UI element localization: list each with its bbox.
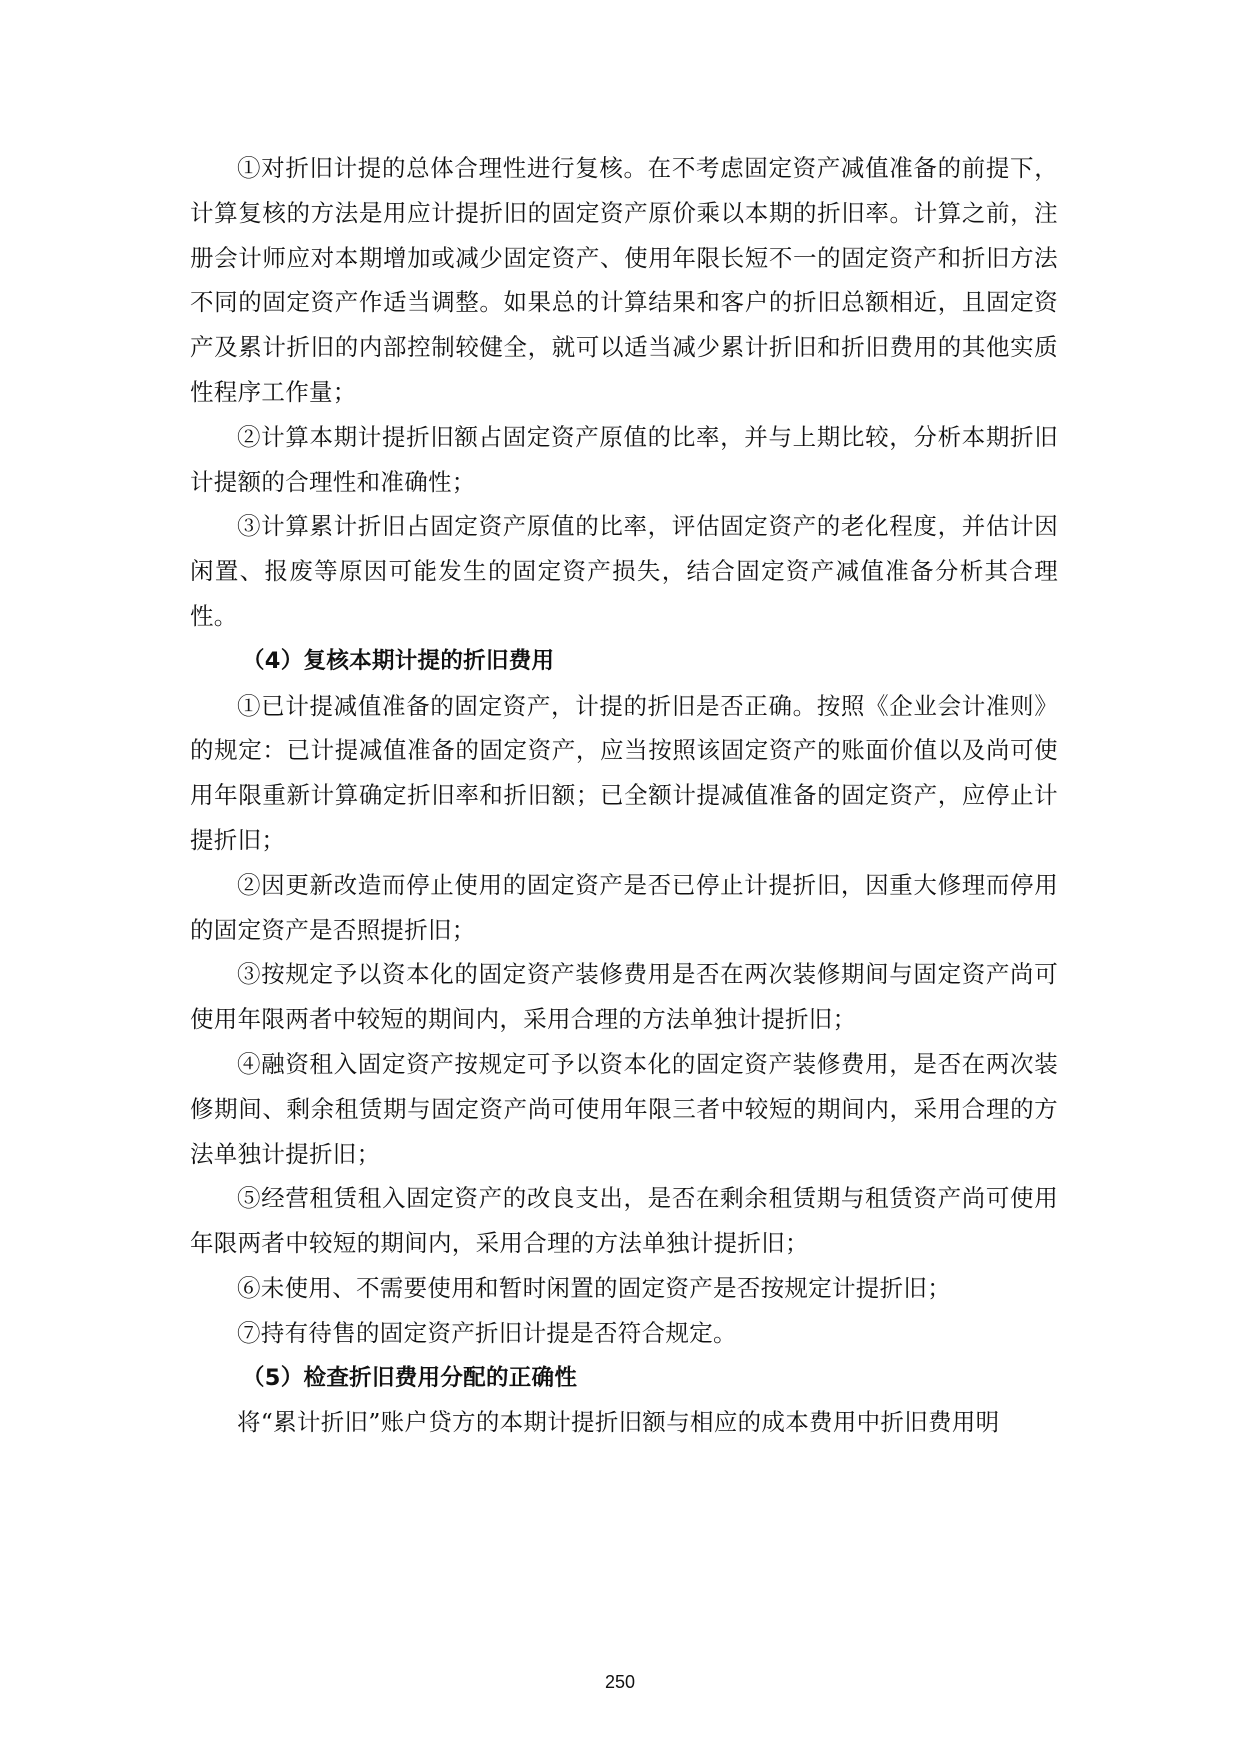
paragraph-held-for-sale: ⑦持有待售的固定资产折旧计提是否符合规定。	[237, 1318, 737, 1347]
heading-review-current-depreciation: （4）复核本期计提的折旧费用	[242, 647, 555, 674]
paragraph-allocation-check: 将“累计折旧”账户贷方的本期计提折旧额与相应的成本费用中折旧费用明	[237, 1408, 1000, 1437]
paragraph-renovation-stop: ②因更新改造而停止使用的固定资产是否已停止计提折旧，因重大修理而停用的固定资产是否照提折旧；	[190, 870, 1058, 944]
paragraph-capitalized-decoration: ③按规定予以资本化的固定资产装修费用是否在两次装修期间与固定资产尚可使用年限两者中较短的期间内，采用合理的方法单独计提折旧；	[190, 960, 1058, 1034]
paragraph-operating-lease: ⑤经营租赁租入固定资产的改良支出，是否在剩余租赁期与租赁资产尚可使用年限两者中较短的期间内，采用合理的方法单独计提折旧；	[190, 1184, 1058, 1258]
paragraph-finance-lease: ④融资租入固定资产按规定可予以资本化的固定资产装修费用，是否在两次装修期间、剩余租赁期与固定资产尚可使用年限三者中较短的期间内，采用合理的方法单独计提折旧；	[190, 1049, 1058, 1168]
document-body	[190, 146, 1058, 1445]
paragraph-review-overall-depreciation: ①对折旧计提的总体合理性进行复核。在不考虑固定资产减值准备的前提下，计算复核的方法是用应计提折旧的固定资产原价乘以本期的折旧率。计算之前，注册会计师应对本期增加或减少固定资产、使用年限长短不一的固定资产和折旧方法不同的固定资产作适当调整。如果总的计算结果和客户的折旧总额相近，且固定资产及累计折旧的内部控制较健全，就可以适当减少累计折旧和折旧费用的其他实质性程序工作量；	[190, 154, 1058, 406]
heading-check-allocation: （5）检查折旧费用分配的正确性	[242, 1364, 578, 1391]
paragraph-impaired-assets: ①已计提减值准备的固定资产，计提的折旧是否正确。按照《企业会计准则》的规定：已计提减值准备的固定资产，应当按照该固定资产的账面价值以及尚可使用年限重新计算确定折旧率和折旧额；已全额计提减值准备的固定资产，应停止计提折旧；	[190, 691, 1058, 854]
paragraph-accumulated-ratio: ③计算累计折旧占固定资产原值的比率，评估固定资产的老化程度，并估计因闲置、报废等原因可能发生的固定资产损失，结合固定资产减值准备分析其合理性。	[190, 512, 1058, 630]
paragraph-idle-assets: ⑥未使用、不需要使用和暂时闲置的固定资产是否按规定计提折旧；	[237, 1273, 951, 1302]
page-number: 250	[604, 1672, 636, 1692]
paragraph-depreciation-ratio: ②计算本期计提折旧额占固定资产原值的比率，并与上期比较，分析本期折旧计提额的合理性和准确性；	[190, 422, 1058, 496]
